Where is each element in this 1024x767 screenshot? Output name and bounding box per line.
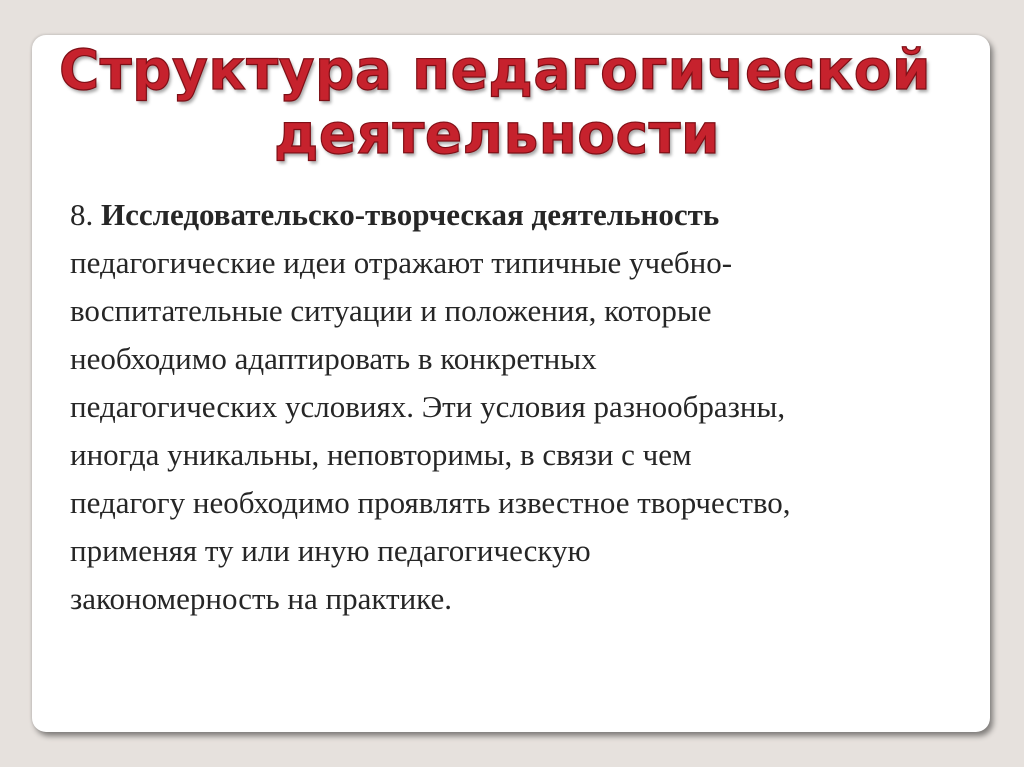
body-line: педагогические идеи отражают типичные учебно- xyxy=(70,245,733,280)
body-line: применяя ту или иную педагогическую xyxy=(70,533,591,568)
item-heading-line xyxy=(70,191,1000,239)
slide-title-line-2: деятельности xyxy=(273,102,721,166)
body-line: воспитательные ситуации и положения, которые xyxy=(70,293,712,328)
body-line: педагогу необходимо проявлять известное творчество, xyxy=(70,485,791,520)
body-line: необходимо адаптировать в конкретных xyxy=(70,341,597,376)
body-line: закономерность на практике. xyxy=(70,581,452,616)
body-line: педагогических условиях. Эти условия разнообразны, xyxy=(70,389,786,424)
item-number: 8. xyxy=(70,197,101,232)
item-heading: Исследовательско-творческая деятельность xyxy=(101,197,720,232)
body-line: иногда уникальны, неповторимы, в связи с чем xyxy=(70,437,692,472)
slide-title xyxy=(0,38,1024,166)
slide-body xyxy=(70,191,1000,623)
slide-title-line-1: Структура педагогической xyxy=(58,38,932,102)
